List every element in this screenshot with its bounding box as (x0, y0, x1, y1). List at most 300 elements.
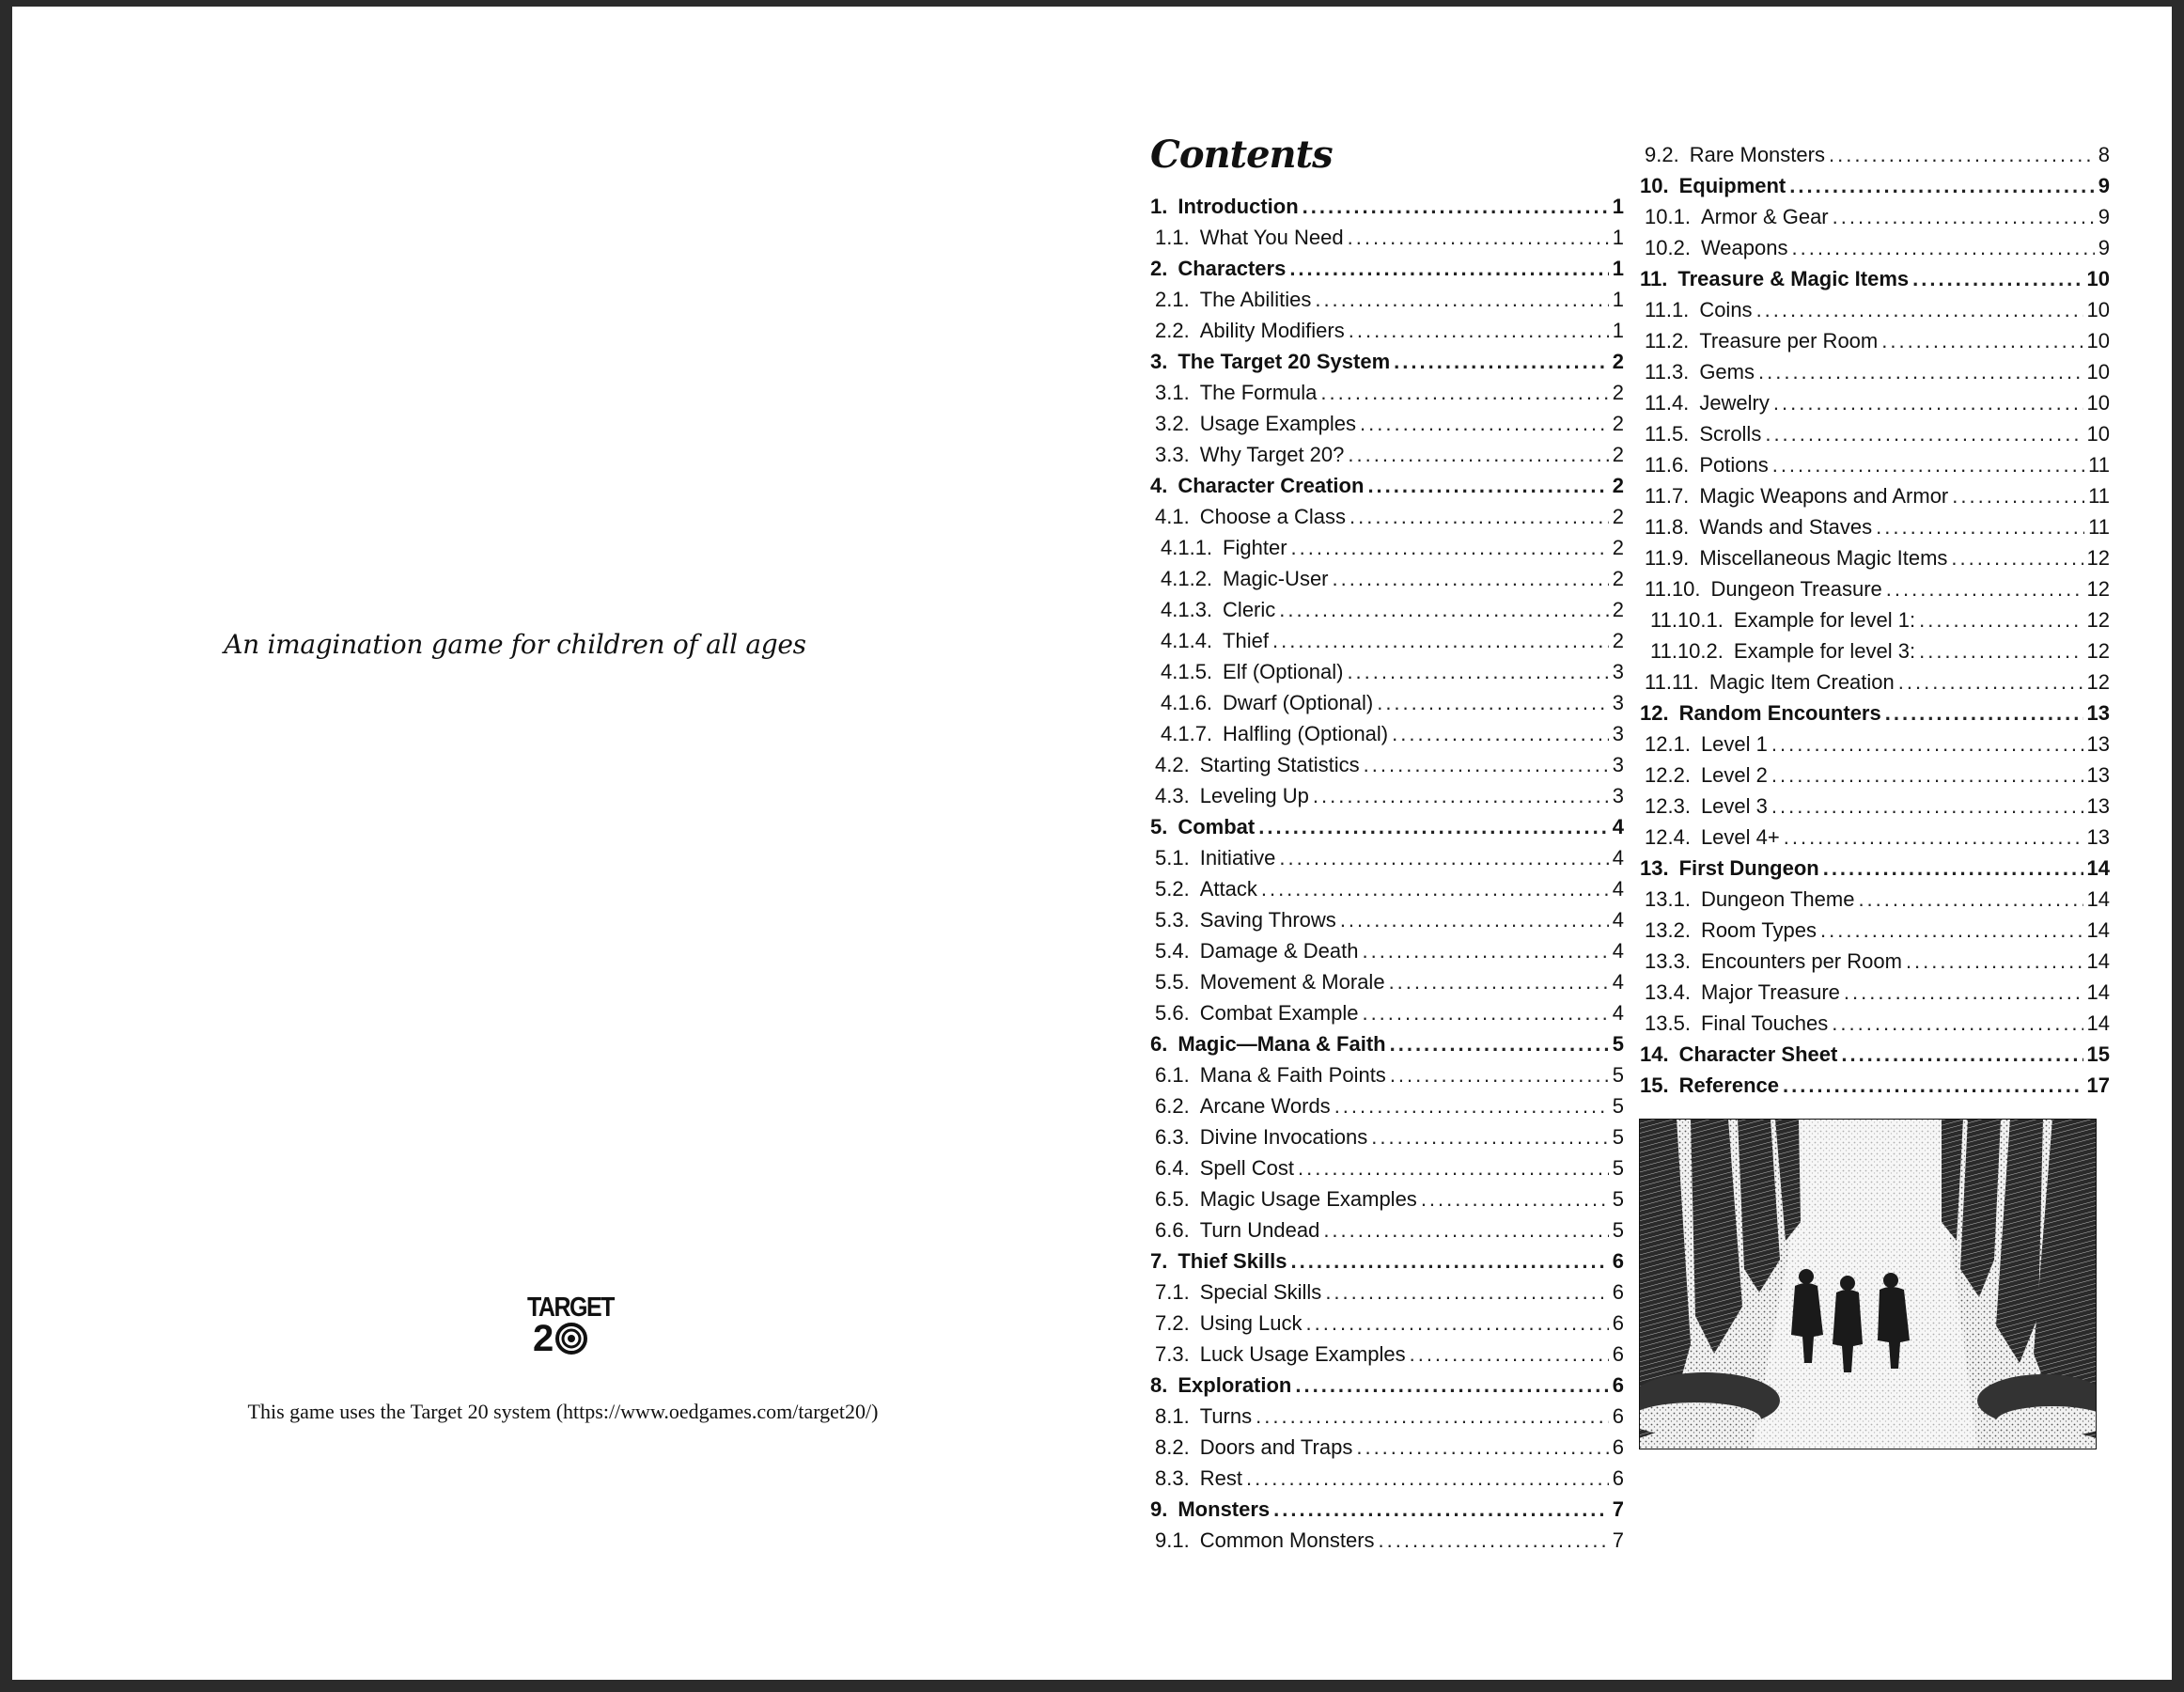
toc-entry-page: 2 (1612, 350, 1624, 373)
toc-entry[interactable] (1640, 884, 2110, 915)
toc-entry[interactable] (1150, 1121, 1624, 1152)
toc-entry-label: Rare Monsters (1689, 143, 1825, 166)
toc-entry-number: 13.4. (1645, 980, 1691, 1004)
toc-entry[interactable] (1640, 480, 2110, 511)
toc-entry-label: Damage & Death (1199, 939, 1359, 963)
toc-entry[interactable] (1150, 1028, 1624, 1059)
toc-entry-page: 10 (2086, 360, 2110, 384)
toc-entry-label: What You Need (1199, 226, 1344, 249)
toc-entry-label: Saving Throws (1199, 908, 1336, 932)
toc-leader-dots (1394, 346, 1609, 377)
toc-entry-page: 5 (1612, 1094, 1624, 1118)
toc-entry-number: 14. (1640, 1042, 1669, 1066)
toc-entry-page: 17 (2086, 1073, 2110, 1097)
toc-entry[interactable] (1640, 387, 2110, 418)
toc-entry-label: Exploration (1178, 1373, 1292, 1397)
toc-entry-number: 1. (1150, 195, 1168, 218)
toc-entry[interactable] (1640, 946, 2110, 977)
toc-entry-page: 10 (2086, 267, 2110, 290)
toc-entry[interactable] (1640, 697, 2110, 728)
toc-entry-page: 6 (1612, 1404, 1624, 1428)
toc-entry-label: Initiative (1199, 846, 1276, 870)
toc-entry[interactable] (1150, 284, 1624, 315)
toc-leader-dots (1421, 1183, 1609, 1214)
toc-entry-label: Using Luck (1199, 1311, 1303, 1335)
toc-entry-page: 2 (1612, 629, 1624, 652)
toc-entry-label: Coins (1699, 298, 1753, 321)
book-spread (12, 7, 2172, 1680)
forest-adventurers-illustration (1639, 1119, 2097, 1449)
toc-entry-label: Elf (Optional) (1223, 660, 1344, 683)
toc-entry[interactable] (1150, 222, 1624, 253)
toc-entry-page: 2 (1612, 474, 1624, 497)
toc-entry-number: 12.2. (1645, 763, 1691, 787)
toc-leader-dots (1291, 1246, 1609, 1277)
toc-entry-page: 4 (1612, 846, 1624, 870)
toc-entry-page: 3 (1612, 691, 1624, 714)
toc-leader-dots (1758, 356, 2083, 387)
toc-leader-dots (1347, 656, 1608, 687)
toc-entry[interactable] (1150, 594, 1624, 625)
toc-entry[interactable] (1640, 604, 2110, 635)
toc-leader-dots (1784, 822, 2083, 853)
toc-entry-label: Example for level 1: (1733, 608, 1916, 632)
toc-entry-page: 9 (2098, 236, 2110, 259)
toc-entry-number: 5.6. (1155, 1001, 1190, 1025)
toc-leader-dots (1912, 263, 2083, 294)
toc-entry-label: Magic Usage Examples (1199, 1187, 1417, 1211)
toc-entry-label: Level 3 (1700, 794, 1768, 818)
toc-leader-dots (1349, 315, 1609, 346)
toc-leader-dots (1348, 222, 1609, 253)
toc-entry-number: 4.2. (1155, 753, 1190, 776)
toc-entry[interactable] (1150, 873, 1624, 904)
toc-entry-number: 11.6. (1645, 453, 1690, 477)
toc-entry-number: 10.1. (1645, 205, 1691, 228)
toc-leader-dots (1313, 780, 1609, 811)
toc-entry-label: Choose a Class (1199, 505, 1347, 528)
toc-entry-number: 3.3. (1155, 443, 1190, 466)
toc-entry-page: 2 (1612, 598, 1624, 621)
toc-leader-dots (1364, 749, 1609, 780)
toc-entry-page: 2 (1612, 505, 1624, 528)
toc-entry-number: 6.6. (1155, 1218, 1190, 1242)
toc-entry[interactable] (1150, 315, 1624, 346)
toc-entry-page: 10 (2086, 422, 2110, 446)
toc-leader-dots (1320, 377, 1608, 408)
toc-entry[interactable] (1150, 749, 1624, 780)
toc-entry[interactable] (1150, 935, 1624, 966)
toc-leader-dots (1841, 1039, 2083, 1070)
toc-entry[interactable] (1150, 656, 1624, 687)
toc-entry[interactable] (1150, 1339, 1624, 1370)
toc-entry-label: Reference (1678, 1073, 1779, 1097)
toc-entry-page: 3 (1612, 784, 1624, 807)
toc-entry-page: 14 (2086, 856, 2110, 880)
toc-leader-dots (1379, 1525, 1609, 1556)
toc-entry-number: 11.8. (1645, 515, 1690, 539)
toc-entry[interactable] (1150, 1183, 1624, 1214)
toc-entry-label: Character Sheet (1678, 1042, 1838, 1066)
toc-entry[interactable] (1150, 1059, 1624, 1090)
toc-entry-number: 3.1. (1155, 381, 1190, 404)
toc-leader-dots (1771, 728, 2083, 760)
toc-entry[interactable] (1640, 1070, 2110, 1101)
toc-leader-dots (1291, 532, 1609, 563)
toc-entry[interactable] (1150, 1525, 1624, 1556)
toc-entry-label: Turns (1199, 1404, 1253, 1428)
toc-entry[interactable] (1150, 253, 1624, 284)
toc-entry-number: 5.2. (1155, 877, 1190, 901)
toc-entry[interactable] (1150, 501, 1624, 532)
toc-entry-label: Halfling (Optional) (1223, 722, 1389, 745)
toc-entry[interactable] (1150, 1214, 1624, 1246)
toc-entry[interactable] (1150, 470, 1624, 501)
toc-entry-number: 13.2. (1645, 918, 1691, 942)
toc-entry-number: 11.5. (1645, 422, 1690, 446)
toc-entry-number: 11.7. (1645, 484, 1690, 508)
toc-entry-label: Treasure & Magic Items (1677, 267, 1910, 290)
toc-entry[interactable] (1150, 1370, 1624, 1401)
toc-entry-number: 9. (1150, 1497, 1168, 1521)
toc-entry-page: 14 (2086, 918, 2110, 942)
toc-entry-page: 14 (2086, 949, 2110, 973)
toc-entry[interactable] (1150, 625, 1624, 656)
toc-entry-label: Dwarf (Optional) (1223, 691, 1374, 714)
toc-entry-page: 6 (1612, 1373, 1624, 1397)
toc-entry-page: 2 (1612, 412, 1624, 435)
toc-entry-number: 5.5. (1155, 970, 1190, 994)
toc-leader-dots (1392, 718, 1609, 749)
toc-entry-page: 12 (2086, 608, 2110, 632)
toc-entry[interactable] (1150, 1090, 1624, 1121)
toc-entry-label: Potions (1699, 453, 1769, 477)
toc-entry-page: 9 (2098, 174, 2110, 197)
toc-entry-number: 13. (1640, 856, 1669, 880)
toc-leader-dots (1951, 542, 2083, 573)
toc-entry[interactable] (1150, 811, 1624, 842)
toc-entry-page: 1 (1612, 226, 1624, 249)
toc-entry-label: Attack (1199, 877, 1257, 901)
toc-entry-label: Weapons (1700, 236, 1788, 259)
toc-entry-page: 6 (1612, 1435, 1624, 1459)
toc-leader-dots (1272, 625, 1609, 656)
toc-leader-dots (1876, 511, 2084, 542)
toc-leader-dots (1356, 1432, 1608, 1463)
logo-word: TARGET (527, 1292, 614, 1324)
toc-entry-number: 13.5. (1645, 1011, 1691, 1035)
toc-entry[interactable] (1640, 1008, 2110, 1039)
toc-entry-page: 2 (1612, 381, 1624, 404)
toc-entry[interactable] (1640, 728, 2110, 760)
toc-entry[interactable] (1150, 904, 1624, 935)
toc-leader-dots (1772, 449, 2084, 480)
toc-entry-page: 11 (2088, 453, 2110, 477)
toc-entry-number: 10.2. (1645, 236, 1691, 259)
toc-entry-label: Jewelry (1699, 391, 1770, 415)
toc-entry-number: 9.1. (1155, 1528, 1190, 1552)
toc-entry-number: 8.2. (1155, 1435, 1190, 1459)
toc-entry-label: Fighter (1223, 536, 1287, 559)
toc-leader-dots (1789, 170, 2094, 201)
toc-entry[interactable] (1150, 1246, 1624, 1277)
toc-entry-number: 5. (1150, 815, 1168, 838)
toc-entry-label: The Abilities (1199, 288, 1312, 311)
toc-entry-page: 10 (2086, 298, 2110, 321)
toc-entry-page: 5 (1612, 1125, 1624, 1149)
toc-entry[interactable] (1640, 666, 2110, 697)
toc-entry[interactable] (1150, 191, 1624, 222)
tagline: An imagination game for children of all ages (224, 629, 806, 660)
toc-entry[interactable] (1150, 1277, 1624, 1308)
toc-entry-label: First Dungeon (1678, 856, 1819, 880)
toc-entry[interactable] (1150, 563, 1624, 594)
toc-entry[interactable] (1150, 1432, 1624, 1463)
toc-entry[interactable] (1640, 760, 2110, 791)
toc-entry-label: Combat Example (1199, 1001, 1359, 1025)
toc-leader-dots (1886, 573, 2083, 604)
toc-entry-label: Room Types (1700, 918, 1817, 942)
toc-entry-label: Scrolls (1699, 422, 1762, 446)
toc-entry-label: Doors and Traps (1199, 1435, 1353, 1459)
toc-entry[interactable] (1640, 635, 2110, 666)
toc-entry-label: Combat (1178, 815, 1256, 838)
toc-entry[interactable] (1640, 853, 2110, 884)
toc-entry-number: 4.3. (1155, 784, 1190, 807)
toc-entry[interactable] (1150, 1463, 1624, 1494)
toc-entry-number: 5.3. (1155, 908, 1190, 932)
toc-entry[interactable] (1150, 1308, 1624, 1339)
toc-entry-page: 2 (1612, 443, 1624, 466)
toc-entry-page: 12 (2086, 670, 2110, 694)
toc-entry-page: 14 (2086, 1011, 2110, 1035)
toc-entry-page: 13 (2086, 701, 2110, 725)
toc-entry[interactable] (1640, 573, 2110, 604)
toc-leader-dots (1773, 387, 2083, 418)
toc-leader-dots (1823, 853, 2083, 884)
toc-entry-page: 10 (2086, 391, 2110, 415)
toc-entry-page: 6 (1612, 1249, 1624, 1273)
toc-entry-number: 11.11. (1645, 670, 1699, 694)
toc-entry[interactable] (1150, 966, 1624, 997)
toc-entry-page: 6 (1612, 1280, 1624, 1304)
toc-entry-page: 12 (2086, 577, 2110, 601)
toc-leader-dots (1844, 977, 2083, 1008)
toc-entry-label: Dungeon Treasure (1710, 577, 1882, 601)
toc-entry[interactable] (1150, 1494, 1624, 1525)
toc-leader-dots (1389, 966, 1609, 997)
toc-entry-number: 8.3. (1155, 1466, 1190, 1490)
toc-entry-number: 11.9. (1645, 546, 1690, 570)
toc-leader-dots (1315, 284, 1608, 315)
toc-entry[interactable] (1640, 325, 2110, 356)
toc-entry-page: 2 (1612, 536, 1624, 559)
toc-entry[interactable] (1640, 294, 2110, 325)
toc-entry-number: 6. (1150, 1032, 1168, 1056)
toc-entry-number: 11.1. (1645, 298, 1690, 321)
toc-entry[interactable] (1150, 1401, 1624, 1432)
toc-entry[interactable] (1640, 201, 2110, 232)
toc-leader-dots (1390, 1059, 1609, 1090)
toc-leader-dots (1820, 915, 2083, 946)
toc-entry-label: Encounters per Room (1700, 949, 1902, 973)
toc-entry-label: Equipment (1678, 174, 1786, 197)
toc-leader-dots (1791, 232, 2094, 263)
toc-entry[interactable] (1150, 687, 1624, 718)
toc-entry-number: 6.4. (1155, 1156, 1190, 1180)
toc-entry-number: 3.2. (1155, 412, 1190, 435)
toc-entry[interactable] (1640, 449, 2110, 480)
toc-entry-label: Magic Item Creation (1708, 670, 1895, 694)
toc-leader-dots (1829, 139, 2095, 170)
toc-entry-page: 1 (1612, 195, 1624, 218)
toc-entry[interactable] (1640, 356, 2110, 387)
toc-entry-number: 15. (1640, 1073, 1669, 1097)
toc-entry-page: 4 (1612, 877, 1624, 901)
toc-entry-number: 11.10.2. (1650, 639, 1724, 663)
toc-leader-dots (1256, 1401, 1609, 1432)
toc-entry-label: Starting Statistics (1199, 753, 1360, 776)
toc-leader-dots (1919, 635, 2083, 666)
toc-leader-dots (1303, 191, 1609, 222)
toc-entry[interactable] (1640, 822, 2110, 853)
toc-entry-page: 12 (2086, 546, 2110, 570)
toc-leader-dots (1295, 1370, 1608, 1401)
toc-entry[interactable] (1640, 263, 2110, 294)
toc-entry-label: Why Target 20? (1199, 443, 1345, 466)
toc-entry-label: Leveling Up (1199, 784, 1309, 807)
toc-entry[interactable] (1640, 511, 2110, 542)
toc-entry-label: Common Monsters (1199, 1528, 1375, 1552)
toc-entry[interactable] (1640, 915, 2110, 946)
toc-entry-label: Random Encounters (1678, 701, 1881, 725)
toc-entry-number: 11.10. (1645, 577, 1701, 601)
toc-leader-dots (1334, 1090, 1609, 1121)
toc-entry[interactable] (1640, 977, 2110, 1008)
toc-entry-page: 6 (1612, 1466, 1624, 1490)
toc-entry-label: Character Creation (1178, 474, 1365, 497)
toc-entry-page: 12 (2086, 639, 2110, 663)
toc-entry-label: The Target 20 System (1178, 350, 1391, 373)
toc-entry-number: 11.2. (1645, 329, 1690, 352)
toc-entry[interactable] (1150, 346, 1624, 377)
toc-entry-label: Thief (1223, 629, 1269, 652)
toc-entry-page: 1 (1612, 288, 1624, 311)
toc-leader-dots (1349, 501, 1609, 532)
toc-entry-number: 4.1.5. (1161, 660, 1213, 683)
toc-entry-label: Divine Invocations (1199, 1125, 1368, 1149)
toc-entry-page: 1 (1612, 257, 1624, 280)
toc-entry[interactable] (1150, 532, 1624, 563)
toc-entry-page: 6 (1612, 1311, 1624, 1335)
toc-entry-number: 2. (1150, 257, 1168, 280)
target20-logo (527, 1292, 614, 1359)
toc-entry[interactable] (1150, 842, 1624, 873)
toc-entry-number: 2.1. (1155, 288, 1190, 311)
toc-entry[interactable] (1640, 232, 2110, 263)
toc-entry-page: 11 (2088, 515, 2110, 539)
toc-entry-label: Wands and Staves (1699, 515, 1873, 539)
toc-leader-dots (1832, 1008, 2083, 1039)
toc-entry[interactable] (1150, 718, 1624, 749)
toc-leader-dots (1881, 325, 2083, 356)
toc-leader-dots (1898, 666, 2083, 697)
toc-entry-number: 4.1.1. (1161, 536, 1213, 559)
toc-leader-dots (1289, 253, 1608, 284)
toc-entry-label: Movement & Morale (1199, 970, 1385, 994)
toc-entry-number: 12.3. (1645, 794, 1691, 818)
toc-entry[interactable] (1640, 170, 2110, 201)
toc-entry[interactable] (1150, 439, 1624, 470)
toc-entry[interactable] (1640, 542, 2110, 573)
toc-entry-number: 8.1. (1155, 1404, 1190, 1428)
toc-entry-number: 2.2. (1155, 319, 1190, 342)
toc-entry-number: 4.1.2. (1161, 567, 1213, 590)
toc-entry-label: Turn Undead (1199, 1218, 1320, 1242)
toc-entry-page: 5 (1612, 1156, 1624, 1180)
toc-entry-page: 5 (1612, 1032, 1624, 1056)
toc-entry-number: 11.4. (1645, 391, 1690, 415)
toc-entry-page: 7 (1612, 1497, 1624, 1521)
toc-leader-dots (1279, 594, 1608, 625)
toc-leader-dots (1906, 946, 2083, 977)
toc-entry-label: Mana & Faith Points (1199, 1063, 1386, 1087)
toc-entry-label: Magic Weapons and Armor (1699, 484, 1949, 508)
toc-entry-number: 13.1. (1645, 887, 1691, 911)
toc-entry-label: Level 1 (1700, 732, 1768, 756)
toc-entry[interactable] (1640, 1039, 2110, 1070)
toc-entry-label: Usage Examples (1199, 412, 1357, 435)
toc-entry-number: 13.3. (1645, 949, 1691, 973)
toc-leader-dots (1885, 697, 2083, 728)
toc-entry-number: 4.1.3. (1161, 598, 1213, 621)
toc-entry[interactable] (1150, 1152, 1624, 1183)
toc-entry[interactable] (1640, 791, 2110, 822)
toc-leader-dots (1362, 935, 1608, 966)
toc-entry-number: 8. (1150, 1373, 1168, 1397)
toc-entry-label: Magic—Mana & Faith (1178, 1032, 1386, 1056)
toc-entry[interactable] (1150, 780, 1624, 811)
toc-entry-page: 3 (1612, 660, 1624, 683)
toc-leader-dots (1919, 604, 2083, 635)
toc-entry[interactable] (1150, 997, 1624, 1028)
toc-entry-label: Thief Skills (1178, 1249, 1287, 1273)
toc-entry[interactable] (1640, 418, 2110, 449)
toc-entry-number: 5.1. (1155, 846, 1190, 870)
toc-entry-number: 4.1. (1155, 505, 1190, 528)
toc-entry[interactable] (1150, 377, 1624, 408)
toc-entry-label: Level 4+ (1700, 825, 1780, 849)
logo-number (533, 1320, 587, 1357)
toc-entry-number: 10. (1640, 174, 1669, 197)
target-icon (555, 1323, 587, 1355)
toc-leader-dots (1367, 470, 1608, 501)
toc-entry-page: 5 (1612, 1063, 1624, 1087)
toc-entry-page: 2 (1612, 567, 1624, 590)
toc-entry-page: 4 (1612, 939, 1624, 963)
toc-entry-number: 12.4. (1645, 825, 1691, 849)
toc-entry[interactable] (1150, 408, 1624, 439)
toc-entry-number: 4.1.7. (1161, 722, 1213, 745)
contents-heading: Contents (1150, 133, 1333, 177)
toc-entry-number: 7.2. (1155, 1311, 1190, 1335)
toc-entry-page: 13 (2086, 794, 2110, 818)
toc-entry[interactable] (1640, 139, 2110, 170)
toc-entry-label: Treasure per Room (1699, 329, 1879, 352)
toc-entry-page: 13 (2086, 732, 2110, 756)
toc-entry-page: 4 (1612, 815, 1624, 838)
toc-leader-dots (1390, 1028, 1609, 1059)
